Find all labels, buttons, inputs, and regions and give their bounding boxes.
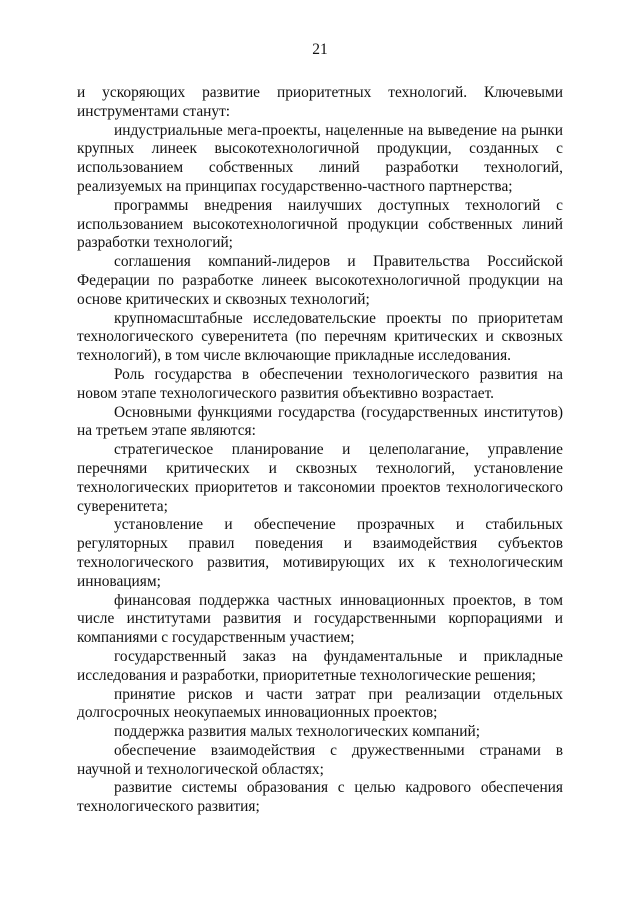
paragraph: Основными функциями государства (государственных институтов) на третьем этапе являются: xyxy=(77,403,563,440)
paragraph: обеспечение взаимодействия с дружественными странами в научной и технологической областях; xyxy=(77,741,563,778)
paragraph: индустриальные мега-проекты, нацеленные на выведение на рынки крупных линеек высокотехнологичной продукции, созданных с использованием собственных линий разработки технологий, реализуемых на принципах государственно-частного партнерства; xyxy=(77,121,563,195)
paragraph: развитие системы образования с целью кадрового обеспечения технологического развития; xyxy=(77,779,563,816)
paragraph: крупномасштабные исследовательские проекты по приоритетам технологического суверенитета (по перечням критических и сквозных технологий), в том числе включающие прикладные исследования. xyxy=(77,309,563,365)
paragraph: Роль государства в обеспечении технологического развития на новом этапе технологического развития объективно возрастает. xyxy=(77,365,563,402)
paragraph: поддержка развития малых технологических компаний; xyxy=(114,723,481,741)
paragraph: установление и обеспечение прозрачных и стабильных регуляторных правил поведения и взаимодействия субъектов технологического развития, мотивирующих их к технологическим инновациям; xyxy=(77,516,563,590)
paragraph: программы внедрения наилучших доступных технологий с использованием высокотехнологичной продукции собственных линий разработки технологий; xyxy=(77,196,563,252)
paragraph: финансовая поддержка частных инновационных проектов, в том числе институтами развития и государственными корпорациями и компаниями с государственным участием; xyxy=(77,591,563,647)
paragraph: и ускоряющих развитие приоритетных технологий. Ключевыми инструментами станут: xyxy=(77,84,563,120)
page-number: 21 xyxy=(312,41,328,58)
paragraph: государственный заказ на фундаментальные и прикладные исследования и разработки, приоритетные технологические решения; xyxy=(77,647,563,684)
document-body xyxy=(77,84,563,817)
paragraph: соглашения компаний-лидеров и Правительства Российской Федерации по разработке линеек высокотехнологичной продукции на основе критических и сквозных технологий; xyxy=(77,253,563,308)
paragraph: стратегическое планирование и целеполагание, управление перечнями критических и сквозных технологий, установление технологических приоритетов и таксономии проектов технологического суверенитета; xyxy=(77,441,563,515)
paragraph: принятие рисков и части затрат при реализации отдельных долгосрочных неокупаемых инновационных проектов; xyxy=(77,685,563,722)
